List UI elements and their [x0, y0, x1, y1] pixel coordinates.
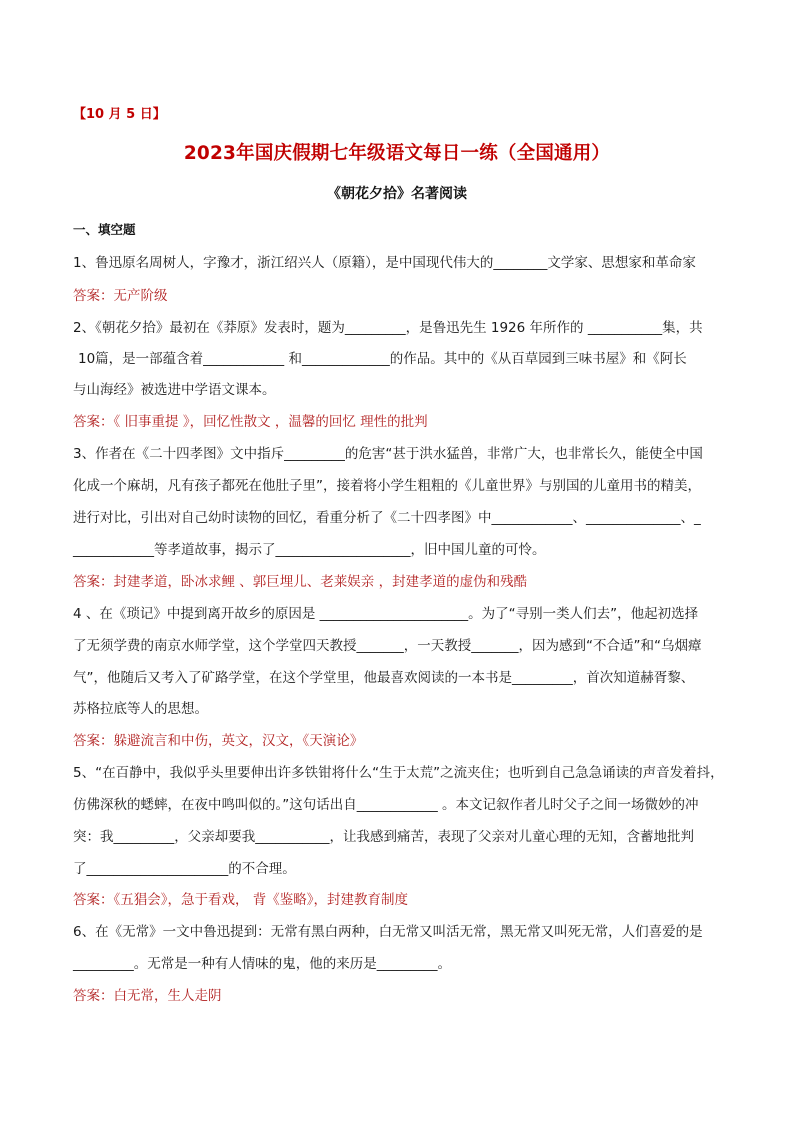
question-3-line-2: 化成一个麻胡，凡有孩子都死在他肚子里”，接着将小学生粗粗的《儿童世界》与别国的儿童用书的精美，: [73, 478, 701, 494]
question-6-line-2: _________。无常是一种有人情味的鬼，他的来历是_________。: [73, 956, 451, 972]
answer-4: 答案：躲避流言和中伤，英文，汉文，《天演论》: [73, 733, 364, 749]
question-4-line-3: 气”，他随后又考入了矿路学堂，在这个学堂里，他最喜欢阅读的一本书是_________，首次知道赫胥黎、: [73, 670, 695, 686]
question-4-line-1: 4 、在《琐记》中提到离开故乡的原因是 ______________________。为了“寻别一类人们去”，他起初选择: [73, 606, 699, 622]
question-2-line-3: 与山海经》被选进中学语文课本。: [73, 382, 276, 398]
question-3-line-4: ____________等孝道故事，揭示了____________________，旧中国儿童的可怜。: [73, 542, 546, 558]
answer-6: 答案：白无常，生人走阴: [73, 988, 222, 1004]
question-2-line-1: 2、《朝花夕拾》最初在《莽原》发表时，题为_________，是鲁迅先生 1926 年所作的 ___________集，共: [73, 320, 703, 336]
question-4-line-2: 了无须学费的南京水师学堂，这个学堂四天教授_______，一天教授_______，因为感到“不合适”和“乌烟瘴: [73, 638, 702, 654]
question-3-line-1: 3、作者在《二十四孝图》文中指斥_________的危害“甚于洪水猛兽，非常广大，也非常长久，能使全中国: [73, 446, 703, 462]
question-3-line-3: 进行对比，引出对自己幼时读物的回忆，看重分析了《二十四孝图》中____________、______________、_: [73, 510, 701, 526]
question-4-line-4: 苏格拉底等人的思想。: [73, 701, 208, 717]
question-1-line-1: 1、鲁迅原名周树人，字豫才，浙江绍兴人（原籍），是中国现代伟大的________文学家、思想家和革命家: [73, 255, 696, 271]
section-heading: 一、填空题: [73, 222, 136, 237]
question-5-line-1: 5、“在百静中，我似乎头里要伸出许多铁钳将什么“生于太荒”之流夹住；也听到自己急急诵读的声音发着抖，: [73, 765, 724, 781]
answer-5: 答案：《五猖会》，急于看戏， 背《鉴略》，封建教育制度: [73, 892, 409, 908]
question-5-line-2: 仿佛深秋的蟋蟀，在夜中鸣叫似的。”这句话出自____________ 。本文记叙作者儿时父子之间一场微妙的冲: [73, 797, 699, 813]
question-5-line-3: 突：我_________，父亲却要我___________，让我感到痛苦，表现了父亲对儿童心理的无知，含蓄地批判: [73, 829, 694, 845]
answer-2: 答案：《 旧事重提 》，回忆性散文 ，温馨的回忆 理性的批判: [73, 414, 428, 430]
question-2-line-2: 10篇，是一部蕴含着____________ 和_____________的作品。其中的《从百草园到三味书屋》和《阿长: [78, 351, 687, 367]
question-5-line-4: 了_____________________的不合理。: [73, 861, 296, 877]
answer-1: 答案：无产阶级: [73, 288, 168, 304]
page-title: 2023年国庆假期七年级语文每日一练（全国通用）: [183, 143, 611, 164]
date-label: 【10 月 5 日】: [73, 107, 166, 122]
page-subtitle: 《朝花夕拾》名著阅读: [327, 186, 467, 202]
question-6-line-1: 6、在《无常》一文中鲁迅提到：无常有黑白两种，白无常又叫活无常，黑无常又叫死无常，人们喜爱的是: [73, 924, 703, 940]
answer-3: 答案：封建孝道，卧冰求鲤 、郭巨埋儿、老莱娱亲 ，封建孝道的虚伪和残酷: [73, 574, 528, 590]
